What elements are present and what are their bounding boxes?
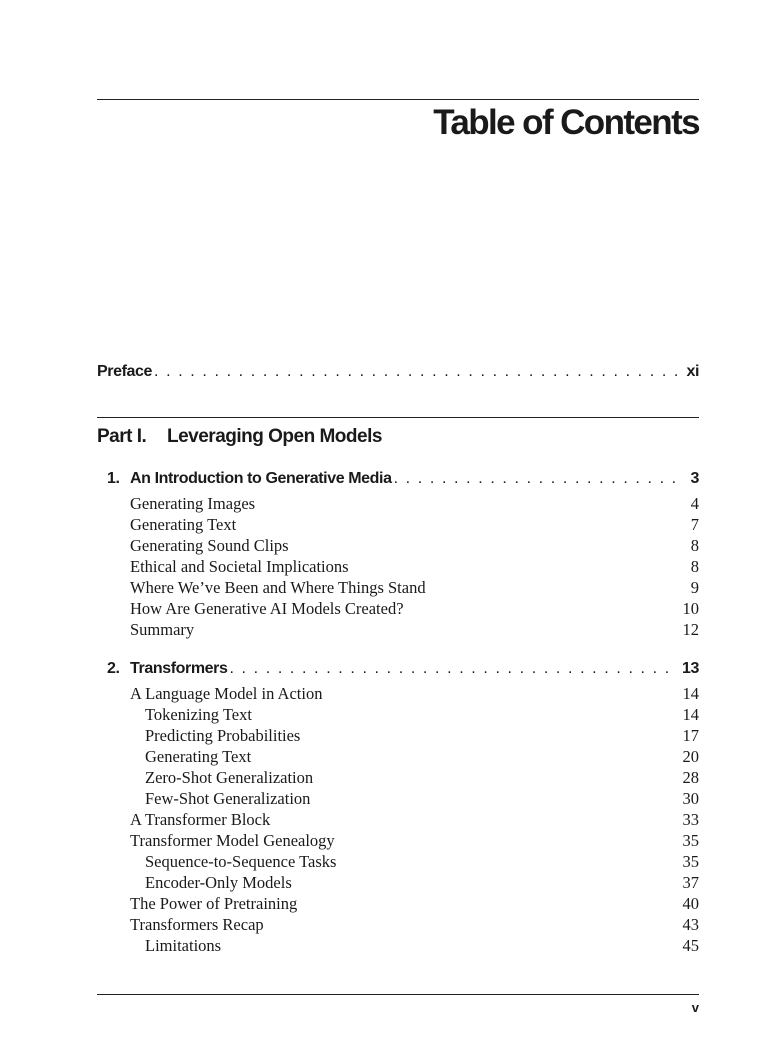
preface-page: xi <box>686 363 699 380</box>
toc-entry-page: 45 <box>682 936 699 955</box>
toc-entry[interactable] <box>97 935 699 956</box>
toc-entry-title: Ethical and Societal Implications <box>130 557 349 576</box>
toc-entry-page: 40 <box>682 894 699 913</box>
toc-entry[interactable] <box>97 704 699 725</box>
toc-entry[interactable] <box>97 893 699 914</box>
toc-entry-title: Encoder-Only Models <box>145 873 292 892</box>
part-heading <box>97 424 382 450</box>
toc-entry-page: 35 <box>682 852 699 871</box>
chapter-2-entries <box>97 683 699 956</box>
toc-entry-title: Summary <box>130 620 195 639</box>
preface-entry[interactable] <box>97 363 699 381</box>
toc-entry-title: Predicting Probabilities <box>145 726 301 745</box>
toc-entry-page: 7 <box>690 515 699 534</box>
toc-entry[interactable] <box>97 598 699 619</box>
part-rule <box>97 417 699 418</box>
dot-leader <box>394 470 685 488</box>
toc-entry[interactable] <box>97 535 699 556</box>
chapter-page: 3 <box>690 470 699 487</box>
toc-entry[interactable] <box>97 493 699 514</box>
toc-entry-title: Generating Text <box>130 515 237 534</box>
toc-entry-page: 8 <box>690 536 699 555</box>
toc-entry-page: 33 <box>682 810 699 829</box>
toc-entry-title: A Transformer Block <box>130 810 271 829</box>
toc-entry-page: 4 <box>690 494 699 513</box>
toc-entry[interactable] <box>97 556 699 577</box>
toc-entry-page: 12 <box>682 620 699 639</box>
toc-entry[interactable] <box>97 577 699 598</box>
toc-entry[interactable] <box>97 851 699 872</box>
chapter-1-entries <box>97 493 699 640</box>
toc-entry-title: Transformer Model Genealogy <box>130 831 335 850</box>
chapter-page: 13 <box>682 660 699 677</box>
part-number: Part I. <box>97 426 147 447</box>
toc-entry[interactable] <box>97 788 699 809</box>
toc-entry-page: 30 <box>682 789 699 808</box>
preface-label: Preface <box>97 363 153 380</box>
toc-entry[interactable] <box>97 514 699 535</box>
toc-entry[interactable] <box>97 683 699 704</box>
toc-entry-title: Generating Sound Clips <box>130 536 289 555</box>
chapter-2-heading[interactable] <box>97 660 699 678</box>
page-number: v <box>691 1000 699 1015</box>
toc-entry-page: 35 <box>682 831 699 850</box>
toc-entry-title: Limitations <box>145 936 222 955</box>
toc-entry-page: 28 <box>682 768 699 787</box>
toc-entry-page: 20 <box>682 747 699 766</box>
toc-entry-title: Transformers Recap <box>130 915 264 934</box>
toc-entry-title: Zero-Shot Generalization <box>145 768 314 787</box>
toc-entry[interactable] <box>97 872 699 893</box>
toc-entry[interactable] <box>97 725 699 746</box>
toc-entry-title: Few-Shot Generalization <box>145 789 311 808</box>
toc-entry-title: The Power of Pretraining <box>130 894 298 913</box>
dot-leader <box>154 363 680 381</box>
toc-entry-page: 10 <box>682 599 699 618</box>
toc-entry-page: 9 <box>690 578 699 597</box>
toc-entry-page: 14 <box>682 684 699 703</box>
toc-entry-page: 8 <box>690 557 699 576</box>
toc-entry-title: Where We’ve Been and Where Things Stand <box>130 578 426 597</box>
toc-entry[interactable] <box>97 914 699 935</box>
toc-entry-page: 43 <box>682 915 699 934</box>
bottom-rule <box>97 994 699 995</box>
toc-entry-page: 17 <box>682 726 699 745</box>
toc-entry-page: 14 <box>682 705 699 724</box>
part-title: Leveraging Open Models <box>167 426 382 447</box>
chapter-number: 1. <box>107 470 120 487</box>
toc-entry-title: A Language Model in Action <box>130 684 323 703</box>
toc-entry-title: Generating Images <box>130 494 256 513</box>
page-title: Table of Contents <box>433 103 699 142</box>
chapter-number: 2. <box>107 660 120 677</box>
chapter-1-heading[interactable] <box>97 470 699 488</box>
toc-entry-page: 37 <box>682 873 699 892</box>
toc-entry-title: How Are Generative AI Models Created? <box>130 599 404 618</box>
dot-leader <box>229 660 676 678</box>
toc-entry[interactable] <box>97 809 699 830</box>
chapter-title: An Introduction to Generative Media <box>130 470 392 487</box>
toc-entry-title: Generating Text <box>145 747 252 766</box>
toc-entry[interactable] <box>97 767 699 788</box>
toc-entry[interactable] <box>97 746 699 767</box>
toc-entry[interactable] <box>97 830 699 851</box>
toc-entry[interactable] <box>97 619 699 640</box>
toc-entry-title: Sequence-to-Sequence Tasks <box>145 852 337 871</box>
chapter-title: Transformers <box>130 660 228 677</box>
toc-entry-title: Tokenizing Text <box>145 705 252 724</box>
